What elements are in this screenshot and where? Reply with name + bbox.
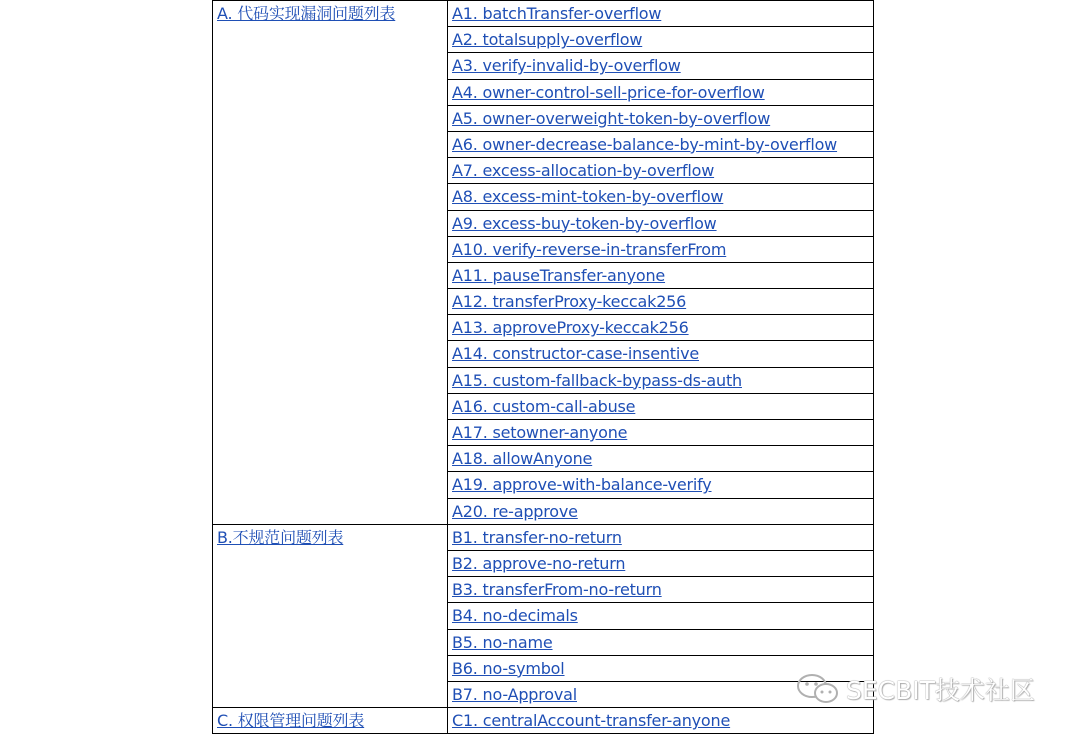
issue-cell — [448, 236, 874, 262]
table-row — [213, 1, 874, 27]
category-cell — [213, 524, 448, 707]
issue-link[interactable]: A8. excess-mint-token-by-overflow — [452, 187, 724, 207]
issue-cell — [448, 184, 874, 210]
issue-cell — [448, 262, 874, 288]
issue-cell — [448, 131, 874, 157]
issue-link[interactable]: C1. centralAccount-transfer-anyone — [452, 711, 731, 731]
issue-link[interactable]: A6. owner-decrease-balance-by-mint-by-overflow — [452, 134, 838, 154]
issue-link[interactable]: A20. re-approve — [452, 501, 578, 521]
issue-cell — [448, 629, 874, 655]
issue-link[interactable]: B4. no-decimals — [452, 606, 578, 626]
issue-cell — [448, 158, 874, 184]
issue-link[interactable]: B7. no-Approval — [452, 684, 577, 704]
issue-link[interactable]: B6. no-symbol — [452, 658, 565, 678]
issue-link[interactable]: A4. owner-control-sell-price-for-overflow — [452, 82, 765, 102]
issue-cell — [448, 367, 874, 393]
issue-cell — [448, 393, 874, 419]
issue-cell — [448, 524, 874, 550]
issue-cell — [448, 79, 874, 105]
issue-link[interactable]: A10. verify-reverse-in-transferFrom — [452, 239, 727, 259]
issue-cell — [448, 27, 874, 53]
issue-link[interactable]: A18. allowAnyone — [452, 449, 593, 469]
issue-cell — [448, 420, 874, 446]
issue-cell — [448, 105, 874, 131]
issue-link[interactable]: A15. custom-fallback-bypass-ds-auth — [452, 370, 742, 390]
category-link[interactable]: C. 权限管理问题列表 — [217, 711, 365, 731]
issue-cell — [448, 315, 874, 341]
issue-link[interactable]: B2. approve-no-return — [452, 553, 626, 573]
issue-list-body — [213, 1, 874, 734]
issue-cell — [448, 708, 874, 734]
issue-link[interactable]: A12. transferProxy-keccak256 — [452, 292, 687, 312]
issue-cell — [448, 53, 874, 79]
category-cell — [213, 1, 448, 525]
wechat-icon — [796, 673, 840, 705]
issue-link[interactable]: B3. transferFrom-no-return — [452, 580, 662, 600]
issue-link[interactable]: A16. custom-call-abuse — [452, 396, 636, 416]
category-cell — [213, 708, 448, 734]
issue-cell — [448, 1, 874, 27]
issue-link[interactable]: A14. constructor-case-insentive — [452, 344, 700, 364]
issue-cell — [448, 577, 874, 603]
issue-cell — [448, 341, 874, 367]
issue-link[interactable]: B5. no-name — [452, 632, 553, 652]
issue-cell — [448, 446, 874, 472]
category-link[interactable]: B.不规范问题列表 — [217, 527, 344, 547]
issue-link[interactable]: A13. approveProxy-keccak256 — [452, 318, 689, 338]
issue-list-table — [212, 0, 874, 734]
issue-link[interactable]: A3. verify-invalid-by-overflow — [452, 56, 681, 76]
table-row — [213, 524, 874, 550]
watermark-text: SECBIT技术社区 — [846, 676, 1035, 705]
issue-cell — [448, 498, 874, 524]
issue-cell — [448, 210, 874, 236]
category-link[interactable]: A. 代码实现漏洞问题列表 — [217, 4, 396, 23]
issue-link[interactable]: A5. owner-overweight-token-by-overflow — [452, 108, 771, 128]
issue-cell — [448, 289, 874, 315]
issue-link[interactable]: A1. batchTransfer-overflow — [452, 4, 662, 23]
issue-link[interactable]: A2. totalsupply-overflow — [452, 30, 643, 50]
watermark — [796, 671, 1035, 707]
table-row — [213, 708, 874, 734]
issue-link[interactable]: A17. setowner-anyone — [452, 423, 628, 442]
issue-cell — [448, 472, 874, 498]
issue-link[interactable]: B1. transfer-no-return — [452, 527, 622, 547]
issue-link[interactable]: A11. pauseTransfer-anyone — [452, 265, 666, 285]
issue-link[interactable]: A19. approve-with-balance-verify — [452, 475, 712, 495]
issue-link[interactable]: A7. excess-allocation-by-overflow — [452, 161, 715, 181]
issue-cell — [448, 603, 874, 629]
issue-cell — [448, 550, 874, 576]
issue-link[interactable]: A9. excess-buy-token-by-overflow — [452, 213, 717, 233]
